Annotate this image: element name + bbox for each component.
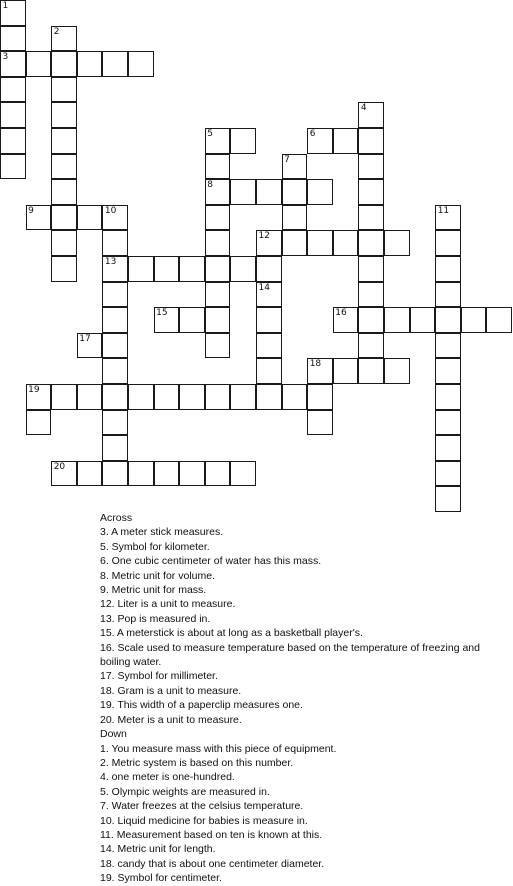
grid-cell[interactable] [205,282,231,308]
grid-cell[interactable] [410,307,436,333]
grid-cell[interactable] [230,256,256,282]
grid-cell[interactable] [0,128,26,154]
down-header: Down [100,728,127,741]
grid-cell[interactable] [102,435,128,461]
grid-cell[interactable] [26,205,52,231]
down-clue-4: 4. one meter is one-hundred. [100,771,235,784]
clue-number: 5 [207,129,214,139]
grid-cell[interactable] [256,307,282,333]
grid-cell[interactable] [205,256,231,282]
grid-cell[interactable] [435,307,461,333]
across-clue-20: 20. Meter is a unit to measure. [100,713,242,726]
down-clue-19: 19. Symbol for centimeter. [100,872,222,885]
down-clue-11: 11. Measurement based on ten is known at this. [100,828,323,841]
grid-cell[interactable] [435,256,461,282]
grid-cell[interactable] [0,77,26,103]
grid-cell[interactable] [205,128,231,154]
clue-number: 15 [156,308,168,319]
grid-cell[interactable] [179,384,205,410]
grid-cell[interactable] [358,230,384,256]
grid-cell[interactable] [358,307,384,333]
grid-cell[interactable] [256,256,282,282]
grid-cell[interactable] [128,384,154,410]
grid-cell[interactable] [154,384,180,410]
grid-cell[interactable] [358,256,384,282]
across-clue-8: 8. Metric unit for volume. [100,569,215,582]
grid-cell[interactable] [179,461,205,487]
grid-cell[interactable] [307,410,333,436]
clue-number: 13 [104,257,117,267]
grid-cell[interactable] [435,205,461,231]
across-clue-12: 12. Liter is a unit to measure. [100,598,236,611]
clue-list [100,511,510,886]
down-clue-10: 10. Liquid medicine for babies is measure in. [100,814,308,827]
grid-cell[interactable] [230,128,256,154]
across-clue-18: 18. Gram is a unit to measure. [100,684,242,697]
grid-cell[interactable] [128,461,154,487]
grid-cell[interactable] [256,179,282,205]
grid-cell[interactable] [205,461,231,487]
across-clue-15: 15. A meterstick is about at long as a basketball player's. [100,627,363,640]
grid-cell[interactable] [0,102,26,128]
across-clue-19: 19. This width of a paperclip measures one. [100,699,303,712]
grid-cell[interactable] [0,0,26,26]
down-clue-5: 5. Olympic weights are measured in. [100,785,270,798]
grid-cell[interactable] [307,230,333,256]
grid-cell[interactable] [102,256,128,282]
grid-cell[interactable] [51,77,77,103]
across-clue-17: 17. Symbol for millimeter. [100,670,218,683]
grid-cell[interactable] [486,307,512,333]
grid-cell[interactable] [358,358,384,384]
clue-number: 2 [53,26,60,37]
grid-cell[interactable] [256,333,282,359]
grid-cell[interactable] [77,461,103,487]
across-clue-13: 13. Pop is measured in. [100,612,211,625]
grid-cell[interactable] [435,410,461,436]
clue-number: 14 [258,282,270,293]
grid-cell[interactable] [154,461,180,487]
grid-cell[interactable] [179,256,205,282]
grid-cell[interactable] [435,461,461,487]
grid-cell[interactable] [358,128,384,154]
grid-cell[interactable] [358,282,384,308]
clue-number: 12 [258,231,270,242]
clue-number: 19 [28,385,40,395]
across-clue-5: 5. Symbol for kilometer. [100,540,210,553]
grid-cell[interactable] [256,282,282,308]
grid-cell[interactable] [435,230,461,256]
clue-number: 20 [53,461,66,472]
grid-cell[interactable] [230,179,256,205]
grid-cell[interactable] [435,358,461,384]
grid-cell[interactable] [256,358,282,384]
grid-cell[interactable] [51,230,77,256]
clue-number: 7 [284,154,290,165]
grid-cell[interactable] [358,333,384,359]
grid-cell[interactable] [384,307,410,333]
grid-cell[interactable] [77,333,103,359]
grid-cell[interactable] [102,51,128,77]
grid-cell[interactable] [282,179,308,205]
across-clue-9: 9. Metric unit for mass. [100,584,207,597]
grid-cell[interactable] [333,128,359,154]
grid-cell[interactable] [102,410,128,436]
grid-cell[interactable] [102,358,128,384]
grid-cell[interactable] [51,26,77,52]
grid-cell[interactable] [205,384,231,410]
grid-cell[interactable] [51,51,77,77]
grid-cell[interactable] [154,307,180,333]
grid-cell[interactable] [26,384,52,410]
grid-cell[interactable] [205,230,231,256]
grid-cell[interactable] [435,282,461,308]
grid-cell[interactable] [102,307,128,333]
grid-cell[interactable] [0,51,26,77]
grid-cell[interactable] [333,230,359,256]
down-clue-2: 2. Metric system is based on this number. [100,756,294,769]
grid-cell[interactable] [77,384,103,410]
grid-cell[interactable] [26,51,52,77]
grid-cell[interactable] [358,205,384,231]
clue-number: 18 [309,359,322,370]
grid-cell[interactable] [0,154,26,180]
grid-cell[interactable] [0,26,26,52]
grid-cell[interactable] [461,307,487,333]
grid-cell[interactable] [205,307,231,333]
grid-cell[interactable] [230,461,256,487]
grid-cell[interactable] [333,358,359,384]
grid-cell[interactable] [435,435,461,461]
grid-cell[interactable] [51,256,77,282]
grid-cell[interactable] [102,333,128,359]
grid-cell[interactable] [307,179,333,205]
grid-cell[interactable] [307,384,333,410]
grid-cell[interactable] [358,179,384,205]
grid-cell[interactable] [51,128,77,154]
grid-cell[interactable] [51,102,77,128]
grid-cell[interactable] [154,256,180,282]
clue-number: 6 [309,129,316,139]
grid-cell[interactable] [358,154,384,180]
clue-number: 10 [104,205,117,216]
grid-cell[interactable] [102,461,128,487]
grid-cell[interactable] [51,461,77,487]
grid-cell[interactable] [435,333,461,359]
grid-cell[interactable] [282,205,308,231]
down-clue-1: 1. You measure mass with this piece of equipment. [100,742,337,755]
grid-cell[interactable] [26,410,52,436]
grid-cell[interactable] [205,205,231,231]
clue-number: 9 [28,205,34,216]
grid-cell[interactable] [282,230,308,256]
grid-cell[interactable] [128,256,154,282]
grid-cell[interactable] [256,230,282,256]
clue-number: 4 [360,103,367,114]
grid-cell[interactable] [51,179,77,205]
grid-cell[interactable] [307,358,333,384]
clue-number: 1 [2,1,9,11]
grid-cell[interactable] [128,51,154,77]
across-clue-6: 6. One cubic centimeter of water has this mass. [100,555,322,568]
clue-number: 3 [2,52,9,63]
grid-cell[interactable] [230,384,256,410]
grid-cell[interactable] [333,307,359,333]
grid-cell[interactable] [256,384,282,410]
clue-number: 11 [437,205,450,216]
grid-cell[interactable] [51,205,77,231]
grid-cell[interactable] [51,384,77,410]
grid-cell[interactable] [282,154,308,180]
grid-cell[interactable] [358,102,384,128]
grid-cell[interactable] [435,486,461,512]
grid-cell[interactable] [384,358,410,384]
grid-cell[interactable] [51,154,77,180]
grid-cell[interactable] [77,205,103,231]
clue-number: 16 [335,308,347,319]
across-clue-3: 3. A meter stick measures. [100,526,224,539]
down-clue-18: 18. candy that is about one centimeter diameter. [100,857,325,870]
across-header: Across [100,512,133,524]
grid-cell[interactable] [102,205,128,231]
grid-cell[interactable] [102,230,128,256]
grid-cell[interactable] [282,384,308,410]
grid-cell[interactable] [205,333,231,359]
grid-cell[interactable] [102,282,128,308]
grid-cell[interactable] [384,230,410,256]
grid-cell[interactable] [435,384,461,410]
down-clue-14: 14. Metric unit for length. [100,843,216,856]
grid-cell[interactable] [179,307,205,333]
clue-number: 17 [79,333,91,344]
grid-cell[interactable] [205,154,231,180]
down-clue-7: 7. Water freezes at the celsius temperature. [100,800,304,813]
grid-cell[interactable] [77,51,103,77]
grid-cell[interactable] [102,384,128,410]
grid-cell[interactable] [307,128,333,154]
clue-number: 8 [207,180,214,191]
across-clue-16: 16. Scale used to measure temperature based on the temperature of freezing and boiling water. [100,641,480,669]
grid-cell[interactable] [205,179,231,205]
